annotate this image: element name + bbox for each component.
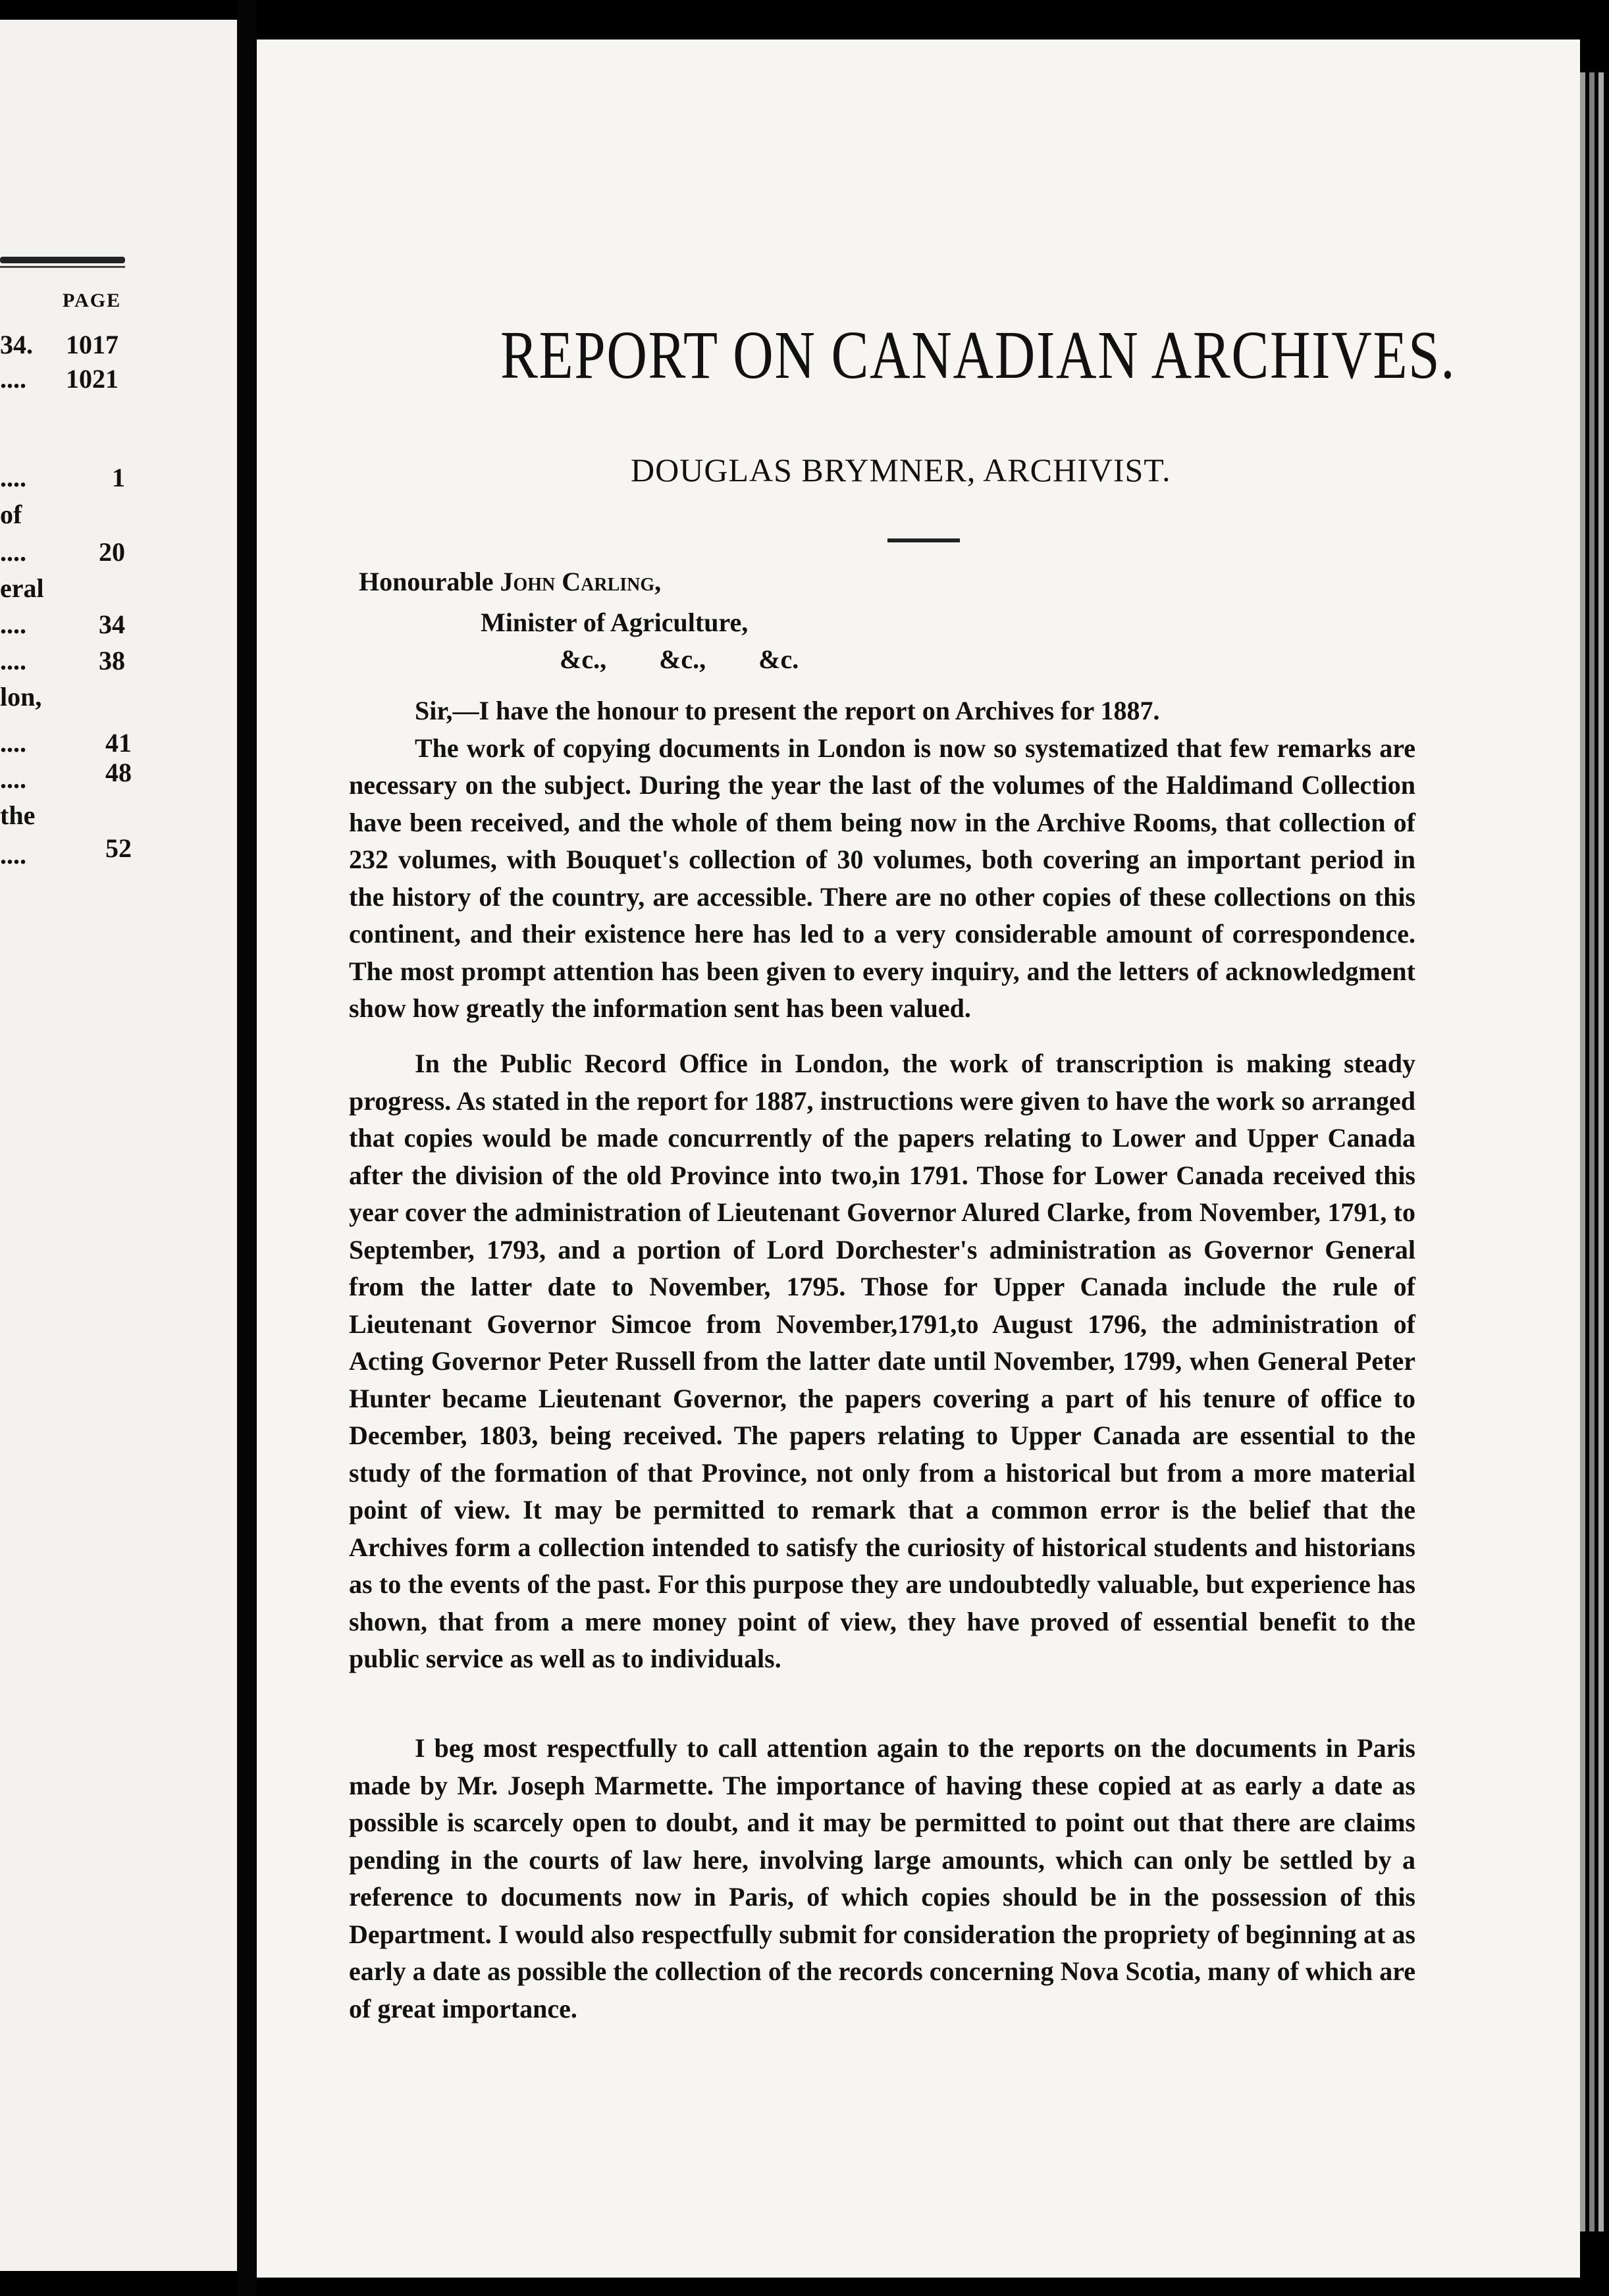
left-fragment-page: 1021 — [66, 364, 119, 394]
left-fragment-page: 52 — [105, 833, 132, 863]
report-body-london — [349, 1045, 1415, 1678]
left-fragment-text: of — [0, 500, 22, 529]
left-fragment-text: .... — [0, 463, 26, 492]
page-edge — [1598, 72, 1604, 2231]
paragraph: In the Public Record Office in London, the work of transcription is making steady progress. As stated in the report for 1887, instructions were given to have the work so arranged that copies would be made concurrently of the papers relating to Lower and Upper Canada after the division of the old Province into two,in 1791. Those for Lower Canada received this year cover the administration of Lieutenant Governor Alured Clarke, from November, 1791, to September, 1793, and a portion of Lord Dorchester's administration as Governor General from the latter date to November, 1795. Those for Upper Canada include the rule of Lieutenant Governor Simcoe from November,1791,to August 1796, the administration of Acting Governor Peter Russell from the latter date until November, 1799, when General Peter Hunter became Lieutenant Governor, the papers covering a part of his tenure of office to December, 1803, being received. The papers relating to Upper Canada are essential to the study of the formation of that Province, not only from a historical but from a more material point of view. It may be permitted to remark that a common error is the belief that the Archives form a collection intended to satisfy the curiosity of historical students and historians as to the events of the past. For this purpose they are undoubtedly valuable, but experience has shown, that from a mere money point of view, they have proved of essential benefit to the public service as well as to individuals. — [349, 1049, 1415, 1673]
paragraph: I beg most respectfully to call attention again to the reports on the documents in Paris made by Mr. Joseph Marmette. The importance of having these copied at as early a date as possible is scarcely open to doubt, and it may be permitted to point out that there are claims pending in the courts of law here, involving large amounts, which can only be settled by a reference to documents now in Paris, of which copies should be in the possession of this Department. I would also respectfully submit for consideration the propriety of beginning at as early a date as possible the collection of the records concerning Nova Scotia, many of which are of great importance. — [349, 1733, 1415, 2023]
left-page-header: PAGE — [63, 290, 122, 311]
left-fragment-text: lon, — [0, 682, 42, 712]
paragraph: Sir,—I have the honour to present the report on Archives for 1887. — [415, 696, 1160, 725]
left-fragment-page: 20 — [99, 537, 125, 567]
salutation-office: Minister of Agriculture, — [481, 608, 749, 637]
page-edge — [1589, 72, 1595, 2231]
left-fragment-page: 1 — [112, 463, 125, 492]
page-title: REPORT ON CANADIAN ARCHIVES. — [500, 317, 1456, 393]
left-fragment-page: 38 — [99, 646, 125, 675]
page-edge — [1580, 72, 1585, 2231]
salutation-line — [359, 566, 661, 597]
report-body-intro — [349, 692, 1415, 1028]
page-subtitle: DOUGLAS BRYMNER, ARCHIVIST. — [631, 452, 1171, 488]
left-page-rule — [0, 257, 125, 263]
left-page-rule-thin — [0, 266, 125, 268]
report-body-paris — [349, 1730, 1415, 2027]
left-page — [0, 20, 237, 2271]
left-fragment-text: the — [0, 800, 36, 830]
paragraph: The work of copying documents in London is now so systematized that few remarks are necessary on the subject. During the year the last of the volumes of the Haldimand Collection have been received, and the whole of them being now in the Archive Rooms, that collection of 232 volumes, with Bouquet's collection of 30 volumes, both covering an important period in the history of the country, are accessible. There are no other copies of these collections on this continent, and their existence here has led to a very considerable amount of correspondence. The most prompt attention has been given to every inquiry, and the letters of acknowledgment show how greatly the information sent has been valued. — [349, 733, 1415, 1023]
report-page — [257, 39, 1580, 2278]
title-divider — [887, 538, 960, 542]
left-fragment-text: .... — [0, 840, 26, 870]
book-gutter — [237, 0, 257, 2296]
salutation-name: John Carling, — [500, 567, 662, 596]
left-fragment-text: .... — [0, 364, 26, 394]
left-fragment-text: .... — [0, 646, 26, 675]
left-fragment-text: .... — [0, 610, 26, 639]
left-fragment-text: 34. — [0, 330, 33, 359]
left-fragment-page: 34 — [99, 610, 125, 639]
left-fragment-text: eral — [0, 573, 44, 603]
left-fragment-page: 48 — [105, 758, 132, 787]
salutation-etc: &c., &c., &c. — [560, 644, 799, 674]
left-fragment-text: .... — [0, 537, 26, 567]
left-fragment-text: .... — [0, 764, 26, 794]
left-fragment-page: 1017 — [66, 330, 119, 359]
left-fragment-text: .... — [0, 728, 26, 758]
left-fragment-page: 41 — [105, 728, 132, 758]
salutation-honourable: Honourable — [359, 567, 494, 596]
